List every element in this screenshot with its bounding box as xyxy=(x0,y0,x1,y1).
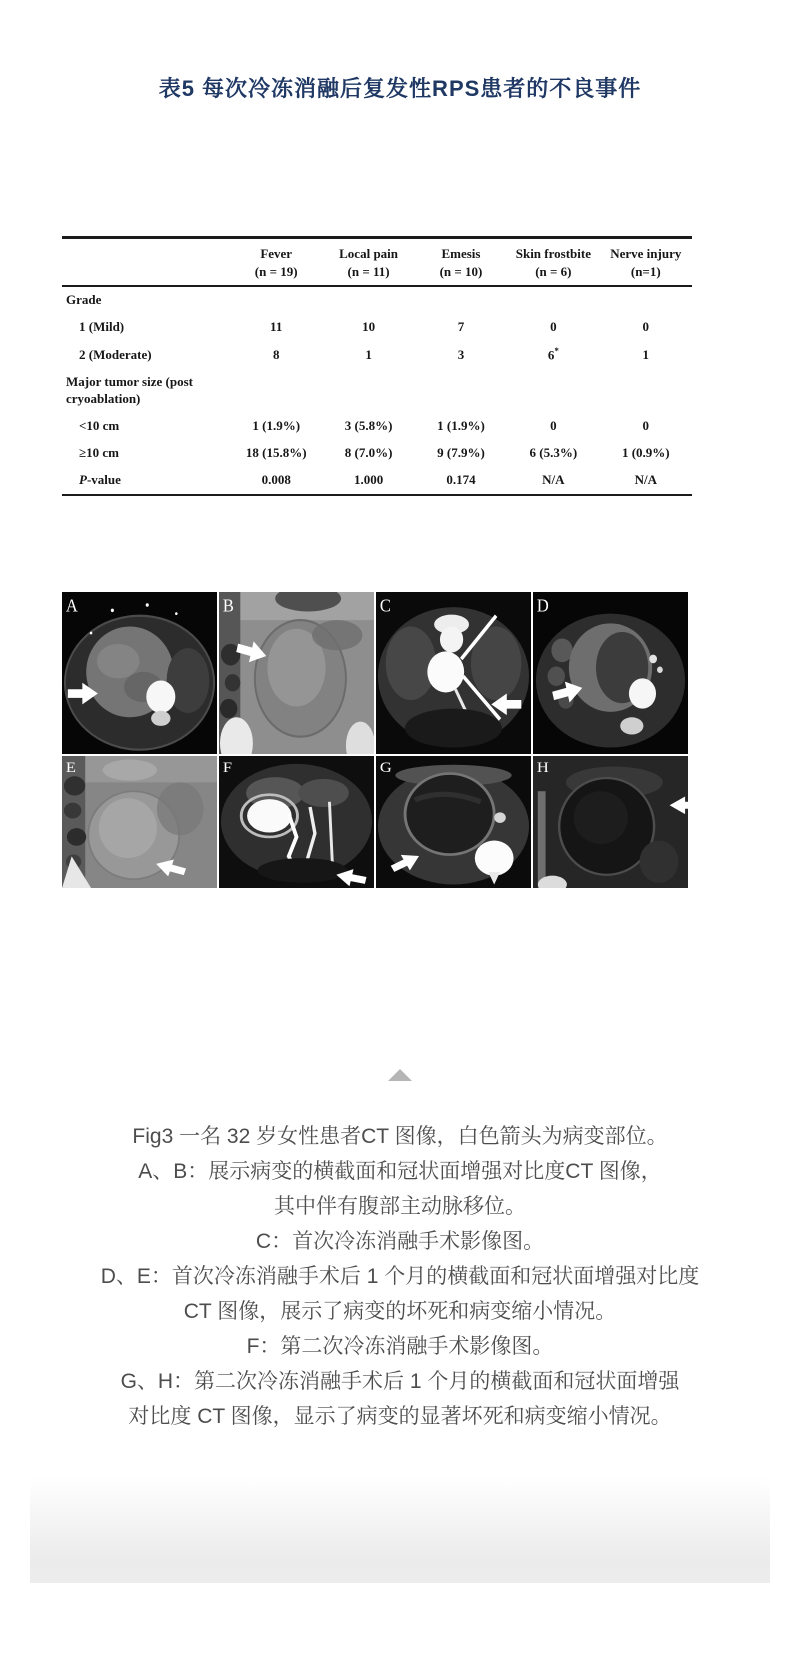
page-title: 表5 每次冷冻消融后复发性RPS患者的不良事件 xyxy=(158,76,642,101)
table-row xyxy=(62,286,692,314)
panel-label: E xyxy=(65,759,76,776)
row-label: ≥10 cm xyxy=(79,444,119,460)
column-header: Emesis (n = 10) xyxy=(415,238,507,287)
row-label: 2 (Moderate) xyxy=(79,346,152,362)
caption-line: CT 图像，展示了病变的坏死和病变缩小情况。 xyxy=(183,1300,617,1323)
table-cell xyxy=(600,286,692,314)
table-cell: 0.008 xyxy=(261,471,291,487)
caption-line: 对比度 CT 图像，显示了病变的显著坏死和病变缩小情况。 xyxy=(128,1405,672,1428)
column-header: Skin frostbite (n = 6) xyxy=(507,238,599,287)
table-row xyxy=(62,341,692,369)
ct-panel-f xyxy=(219,756,374,888)
table-cell: 0.174 xyxy=(446,471,476,487)
table-cell xyxy=(322,286,414,314)
table-cell xyxy=(415,286,507,314)
table-cell: 6 (5.3%) xyxy=(529,444,578,460)
ct-panel-g xyxy=(376,756,531,888)
caption-line: D、E：首次冷冻消融手术后 1 个月的横截面和冠状面增强对比度 xyxy=(100,1265,700,1288)
table-cell: 1 (0.9%) xyxy=(621,444,670,460)
table-cell: 9 (7.9%) xyxy=(437,444,485,460)
bottom-fade-band xyxy=(30,1477,770,1583)
table-cell: 0 xyxy=(642,318,650,334)
column-header: Fever (n = 19) xyxy=(230,238,322,287)
table-body xyxy=(62,286,692,494)
table-cell: 1 xyxy=(365,346,372,362)
table-cell: 10 xyxy=(362,318,376,334)
panel-label: A xyxy=(65,594,78,616)
table-cell: 3 (5.8%) xyxy=(344,417,393,433)
table-row xyxy=(62,467,692,495)
ct-panel-d xyxy=(533,592,688,754)
caption-line: 其中伴有腹部主动脉移位。 xyxy=(274,1195,526,1218)
table-row xyxy=(62,413,692,440)
table-cell: 8 xyxy=(272,346,280,362)
table-cell: 3 xyxy=(457,346,465,362)
caption-line: G、H：第二次冷冻消融手术后 1 个月的横截面和冠状面增强 xyxy=(120,1370,680,1393)
table-cell: 11 xyxy=(270,318,283,334)
caption-line: Fig3 一名 32 岁女性患者CT 图像，白色箭头为病变部位。 xyxy=(132,1125,668,1148)
table-cell xyxy=(600,369,692,413)
table-cell: 18 (15.8%) xyxy=(245,444,307,460)
panel-label: C xyxy=(379,594,391,616)
collapse-triangle-icon[interactable] xyxy=(388,1069,412,1081)
ct-panel-a xyxy=(62,592,217,754)
table-cell: 1.000 xyxy=(353,471,384,487)
row-label: Grade xyxy=(66,292,102,308)
table-cell xyxy=(230,286,322,314)
table-cell: N/A xyxy=(542,471,565,487)
table-cell xyxy=(507,369,599,413)
table-cell xyxy=(230,369,322,413)
caption-line: A、B：展示病变的横截面和冠状面增强对比度CT 图像， xyxy=(138,1160,662,1183)
corner-cell xyxy=(62,238,230,287)
panel-label: F xyxy=(222,759,233,776)
table-cell: 6* xyxy=(547,345,559,363)
row-label: <10 cm xyxy=(79,417,120,433)
panel-label: H xyxy=(536,759,549,776)
table-cell: 8 (7.0%) xyxy=(344,444,393,460)
panel-label: D xyxy=(536,594,549,616)
table-cell: 7 xyxy=(457,318,465,334)
table-row xyxy=(62,440,692,467)
caption-line: F：第二次冷冻消融手术影像图。 xyxy=(246,1335,554,1358)
table-cell: 1 (1.9%) xyxy=(437,417,485,433)
ct-panel-b xyxy=(219,592,374,754)
table-cell xyxy=(322,369,414,413)
table-cell: 0 xyxy=(550,417,557,433)
ct-panel-c xyxy=(376,592,531,754)
row-label: P-value xyxy=(79,471,121,487)
ct-panel-h xyxy=(533,756,688,888)
row-label: Major tumor size (post cryoablation) xyxy=(66,374,193,406)
table-row xyxy=(62,369,692,413)
caption-line: C：首次冷冻消融手术影像图。 xyxy=(255,1230,545,1253)
table-header-row xyxy=(62,238,692,287)
table-cell: 0 xyxy=(642,417,650,433)
table-row xyxy=(62,314,692,341)
column-header: Nerve injury (n=1) xyxy=(600,238,692,287)
table-cell: N/A xyxy=(634,471,657,487)
table-cell: 1 xyxy=(642,346,650,362)
adverse-events-table xyxy=(62,236,692,496)
row-label: 1 (Mild) xyxy=(79,318,125,334)
table-cell: 0 xyxy=(550,318,557,334)
table-cell xyxy=(415,369,507,413)
table-cell: 1 (1.9%) xyxy=(252,417,301,433)
panel-label: B xyxy=(222,594,234,616)
figure-caption xyxy=(40,1119,760,1434)
ct-panel-e xyxy=(62,756,217,888)
ct-figure-grid xyxy=(62,592,688,888)
column-header: Local pain (n = 11) xyxy=(322,238,414,287)
panel-label: G xyxy=(379,759,392,776)
table-cell xyxy=(507,286,599,314)
